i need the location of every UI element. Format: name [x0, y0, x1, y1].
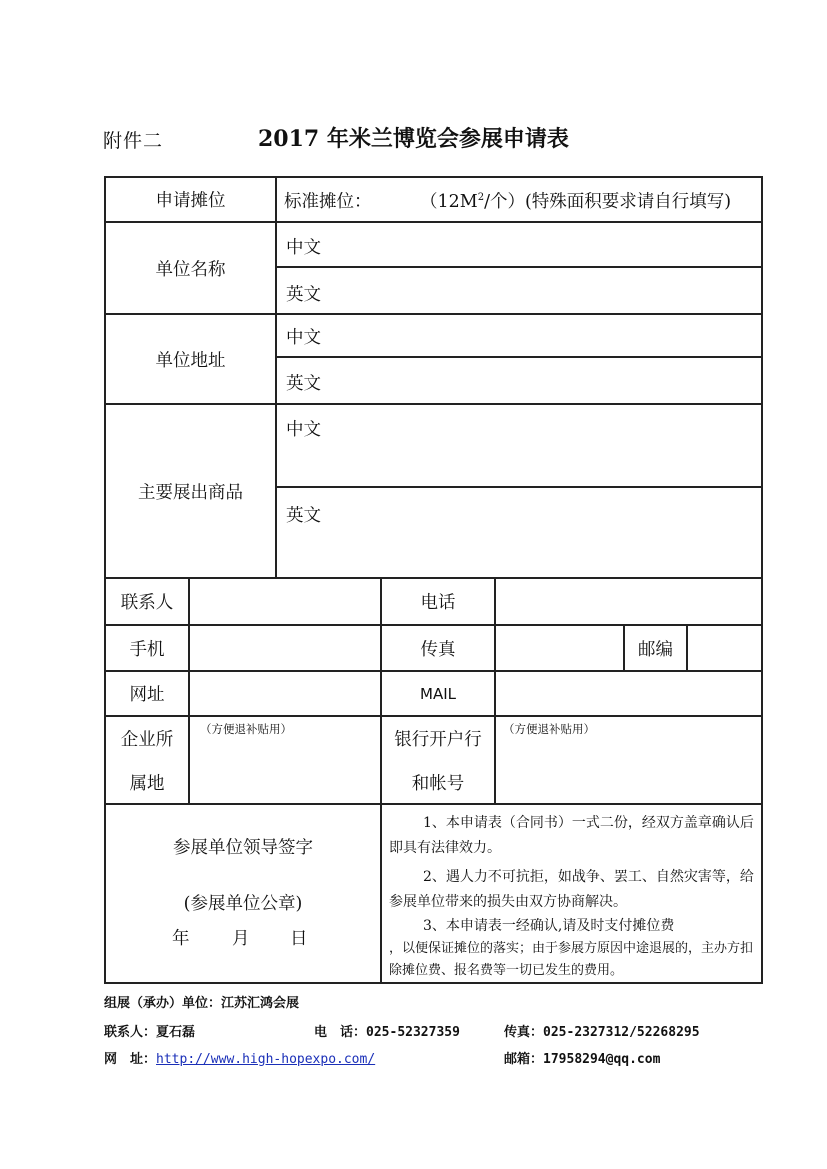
region-label-line1: 企业所 [120, 730, 174, 750]
year-label: 年 [172, 929, 190, 949]
page-title: 2017 年米兰博览会参展申请表 [258, 126, 569, 152]
footer-tel: 电 话：025-52327359 [314, 1025, 460, 1040]
booth-size-note: （$12M^2/$个）(特殊面积要求请自行填写) [420, 192, 732, 212]
org-name-cn-label: 中文 [286, 238, 321, 258]
term-1: 1、本申请表（合同书）一式二份，经双方盖章确认后即具有法律效力。 [389, 815, 754, 856]
fax-label: 传真 [420, 639, 456, 660]
org-name-label: 单位名称 [155, 259, 226, 280]
phone-label: 电话 [420, 593, 456, 613]
day-label: 日 [290, 929, 308, 949]
bank-hint: （方便退补贴用） [503, 722, 595, 736]
leader-signature-label: 参展单位领导签字 [173, 838, 313, 858]
bank-label-line2: 和帐号 [411, 774, 465, 794]
footer-organizer: 组展（承办）单位：江苏汇鸿会展 [104, 996, 300, 1011]
attachment-label: 附件二 [103, 130, 164, 152]
org-name-en-label: 英文 [286, 285, 321, 305]
term-3b: ，以便保证摊位的落实；由于参展方原因中途退展的，主办方扣除摊位费、报名费等一切已发生的费用。 [389, 941, 754, 978]
footer-contact: 联系人：夏石磊 [104, 1025, 196, 1040]
mail-label: MAIL [420, 684, 456, 703]
postcode-label: 邮编 [638, 639, 673, 660]
contact-person-label: 联系人 [120, 593, 174, 613]
region-label-line2: 属地 [129, 774, 165, 794]
footer-email: 邮箱：17958294@qq.com [504, 1052, 661, 1067]
booth-label: 申请摊位 [155, 191, 226, 211]
footer-web: 网 址：http://www.high-hopexpo.com/ [104, 1052, 376, 1067]
products-label: 主要展出商品 [138, 482, 243, 503]
org-address-label: 单位地址 [155, 350, 226, 371]
mobile-label: 手机 [129, 639, 165, 660]
seal-label: (参展单位公章) [183, 894, 303, 914]
products-cn-label: 中文 [286, 420, 321, 440]
region-hint: （方便退补贴用） [200, 722, 292, 736]
website-label: 网址 [129, 685, 165, 705]
website-link[interactable]: http://www.high-hopexpo.com/ [156, 1052, 376, 1067]
org-address-cn-label: 中文 [286, 328, 321, 348]
term-2: 2、遇人力不可抗拒，如战争、罢工、自然灾害等，给参展单位带来的损失由双方协商解决。 [389, 869, 754, 910]
booth-standard-label: 标准摊位： [284, 192, 372, 212]
org-address-en-label: 英文 [286, 374, 321, 394]
footer-fax: 传真：025-2327312/52268295 [504, 1025, 700, 1040]
bank-label-line1: 银行开户行 [394, 730, 482, 750]
term-3a: 3、本申请表一经确认,请及时支付摊位费 [423, 918, 675, 934]
month-label: 月 [232, 929, 250, 949]
products-en-label: 英文 [286, 506, 321, 526]
